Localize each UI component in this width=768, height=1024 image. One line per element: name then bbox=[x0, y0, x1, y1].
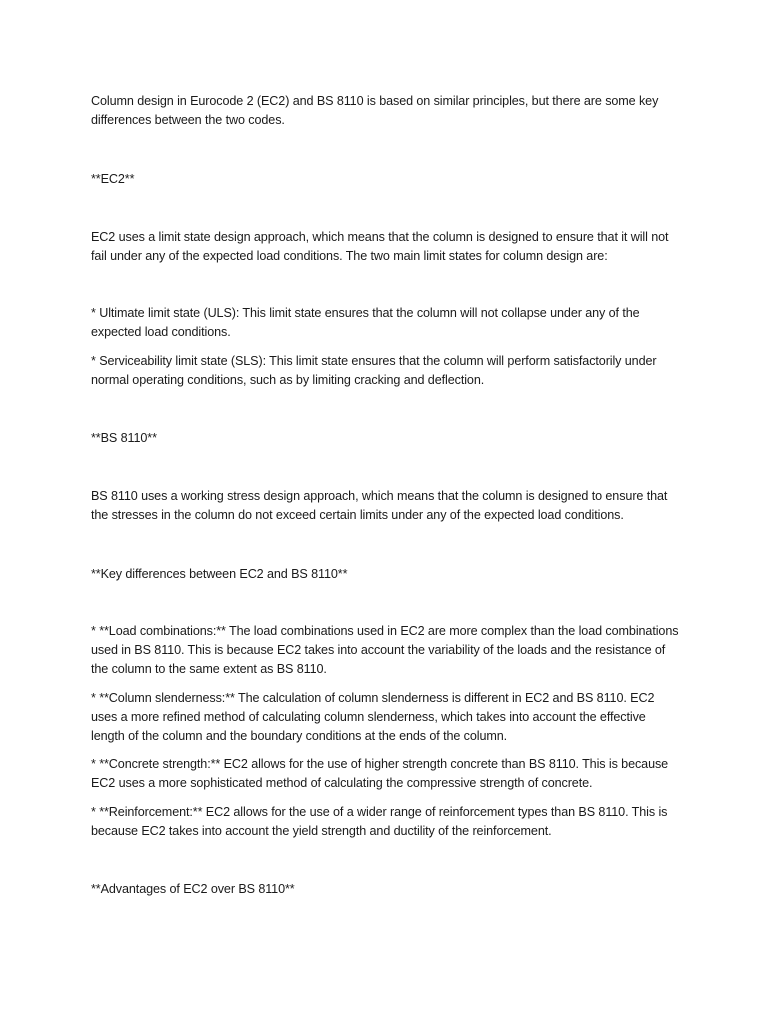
uls-bullet: * Ultimate limit state (ULS): This limit state ensures that the column will not collapse under any of the expected load conditions. bbox=[91, 306, 640, 339]
bs8110-paragraph: BS 8110 uses a working stress design approach, which means that the column is designed to ensure that the stresses in the column do not exceed certain limits under any of the expected load conditions. bbox=[91, 489, 668, 522]
intro-paragraph: Column design in Eurocode 2 (EC2) and BS 8110 is based on similar principles, but there are some key differences between the two codes. bbox=[91, 94, 659, 127]
load-combinations-bullet: * **Load combinations:** The load combinations used in EC2 are more complex than the load combinations used in BS 8110. This is because EC2 takes into account the variability of the loads and the resistance of the column to the same extent as BS 8110. bbox=[91, 624, 679, 676]
concrete-strength-bullet: * **Concrete strength:** EC2 allows for the use of higher strength concrete than BS 8110. This is because EC2 uses a more sophisticated method of calculating the compressive strength of concrete. bbox=[91, 757, 669, 790]
key-differences-heading: **Key differences between EC2 and BS 8110** bbox=[91, 567, 348, 581]
sls-bullet: * Serviceability limit state (SLS): This limit state ensures that the column will perform satisfactorily under normal operating conditions, such as by limiting cracking and deflection. bbox=[91, 354, 657, 387]
ec2-heading: **EC2** bbox=[91, 172, 135, 186]
ec2-paragraph: EC2 uses a limit state design approach, which means that the column is designed to ensure that it will not fail under any of the expected load conditions. The two main limit states for column design are: bbox=[91, 230, 669, 263]
reinforcement-bullet: * **Reinforcement:** EC2 allows for the use of a wider range of reinforcement types than BS 8110. This is because EC2 takes into account the yield strength and ductility of the reinforcement. bbox=[91, 805, 668, 838]
bs8110-heading: **BS 8110** bbox=[91, 431, 157, 445]
advantages-heading: **Advantages of EC2 over BS 8110** bbox=[91, 882, 295, 896]
column-slenderness-bullet: * **Column slenderness:** The calculation of column slenderness is different in EC2 and BS 8110. EC2 uses a more refined method of calculating column slenderness, which takes into account the effective length of the column and the boundary conditions at the ends of the column. bbox=[91, 691, 655, 743]
